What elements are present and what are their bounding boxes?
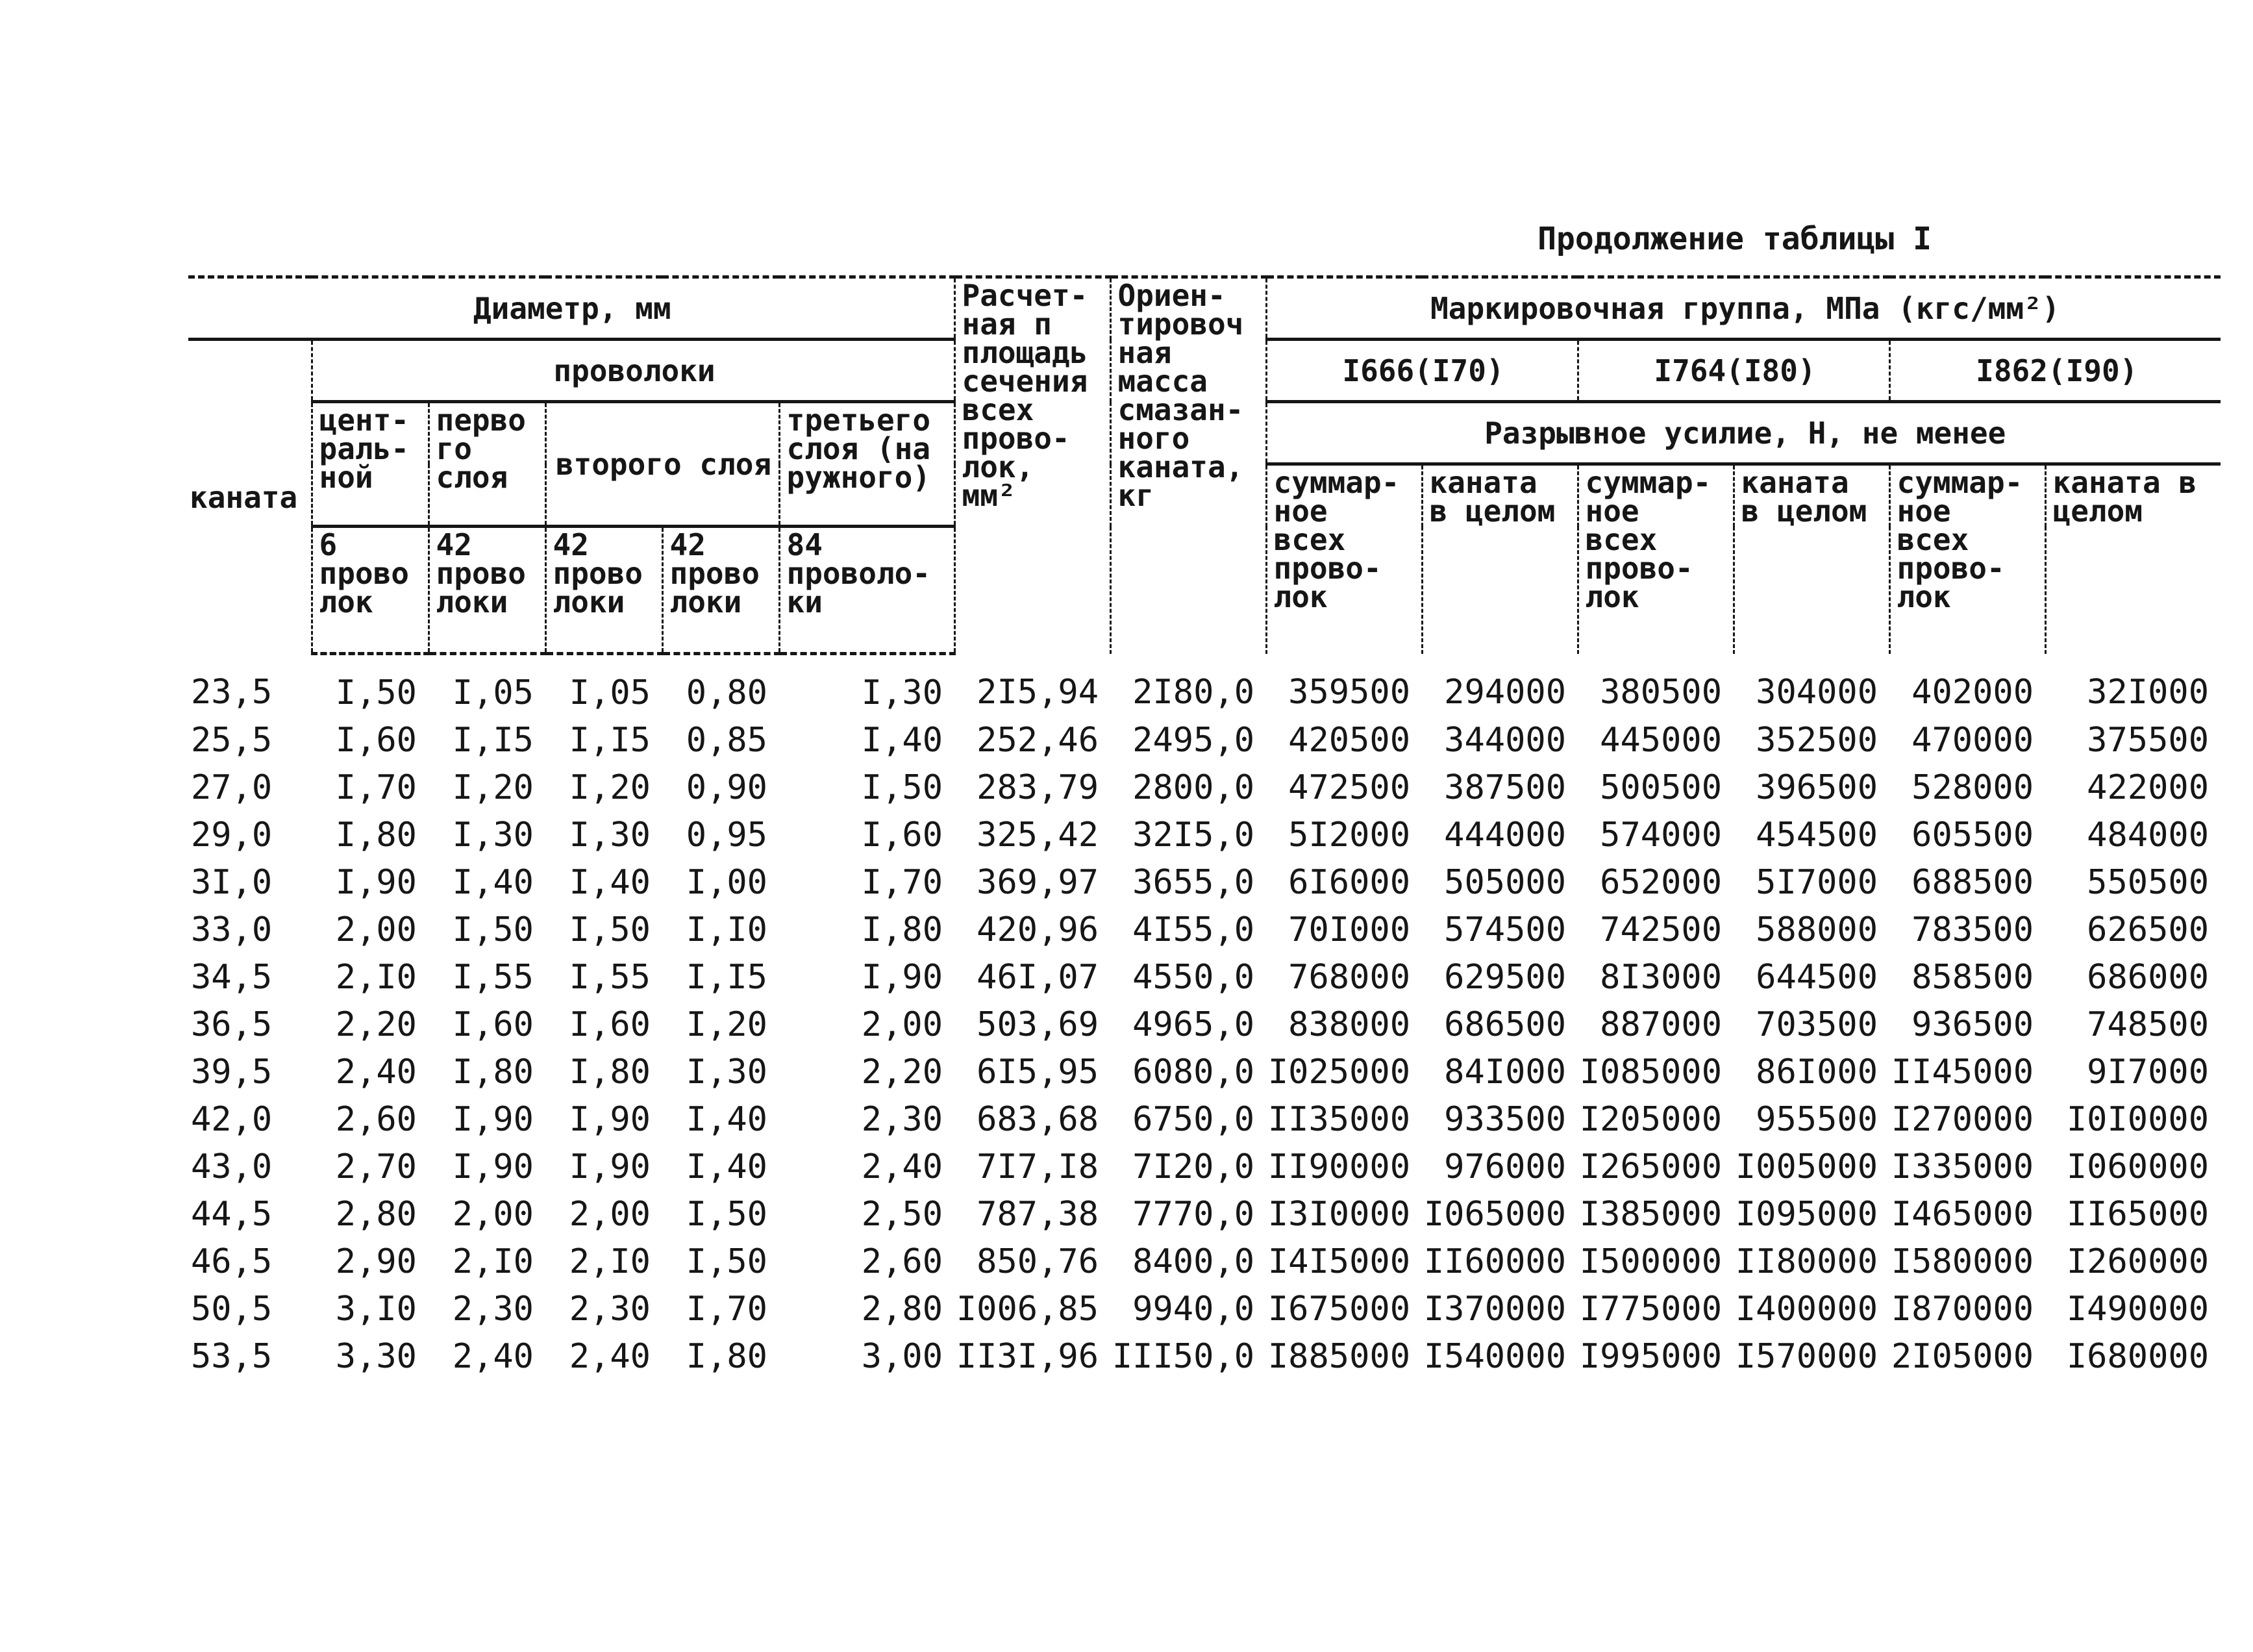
table-cell: I,40 xyxy=(861,721,943,760)
table-cell: 46I,07 xyxy=(977,958,1099,997)
table-cell: 850,76 xyxy=(977,1242,1099,1281)
table-cell: 369,97 xyxy=(977,863,1099,902)
table-cell: 2,20 xyxy=(335,1005,417,1044)
table-cell: I,40 xyxy=(686,1147,767,1186)
table-cell: 375500 xyxy=(2087,721,2209,760)
table-caption: Продолжение таблицы I xyxy=(1537,221,1932,257)
table-cell: I4I5000 xyxy=(1267,1242,1411,1281)
table-row xyxy=(188,859,2221,907)
table-cell: 838000 xyxy=(1288,1005,1411,1044)
table-cell: II90000 xyxy=(1267,1147,1411,1186)
grade-group-header: Маркировочная группа, МПа (кгс/мм²) xyxy=(1266,277,2221,340)
table-cell: 783500 xyxy=(1911,910,2034,949)
table-row xyxy=(188,1238,2221,1286)
table-cell: I490000 xyxy=(2066,1290,2209,1329)
table-cell: 8400,0 xyxy=(1132,1242,1255,1281)
grade-1-header: I666(I70) xyxy=(1266,340,1578,402)
table-cell: 629500 xyxy=(1444,958,1567,997)
table-cell: 27,0 xyxy=(191,768,273,807)
table-cell: 70I000 xyxy=(1288,910,1411,949)
table-row xyxy=(188,954,2221,1001)
table-cell: I,90 xyxy=(452,1147,534,1186)
table-cell: 2,00 xyxy=(335,910,417,949)
table-cell: 2,80 xyxy=(335,1195,417,1234)
table-cell: 2,30 xyxy=(861,1100,943,1139)
table-cell: I,20 xyxy=(569,768,651,807)
table-cell: 2,80 xyxy=(861,1290,943,1329)
table-cell: 2I5,94 xyxy=(977,672,1099,712)
rope-diameter-header: каната xyxy=(188,340,312,654)
table-cell: I,I5 xyxy=(452,721,534,760)
table-cell: 9940,0 xyxy=(1132,1290,1255,1329)
table-cell: 420,96 xyxy=(977,910,1099,949)
table-cell: I,05 xyxy=(452,673,534,712)
table-cell: 29,0 xyxy=(191,816,273,855)
table-cell: I060000 xyxy=(2066,1147,2209,1186)
table-cell: 7I20,0 xyxy=(1132,1147,1255,1186)
table-cell: 588000 xyxy=(1756,910,1878,949)
table-cell: 359500 xyxy=(1288,672,1411,712)
table-cell: 955500 xyxy=(1756,1100,1878,1139)
table-cell: 387500 xyxy=(1444,768,1567,807)
table-cell: 976000 xyxy=(1444,1147,1567,1186)
table-cell: I,20 xyxy=(452,768,534,807)
table-cell: I,60 xyxy=(452,1005,534,1044)
table-cell: I,70 xyxy=(686,1290,767,1329)
table-cell: 6080,0 xyxy=(1132,1053,1255,1092)
table-row xyxy=(188,1286,2221,1333)
table-cell: 2I05000 xyxy=(1891,1337,2034,1376)
table-cell: 472500 xyxy=(1288,768,1411,807)
table-cell: 6750,0 xyxy=(1132,1100,1255,1139)
table-cell: I870000 xyxy=(1891,1290,2034,1329)
table-cell: 500500 xyxy=(1600,768,1723,807)
central-count-header: 6 прово лок xyxy=(312,527,429,654)
table-cell: I,80 xyxy=(569,1053,651,1092)
table-cell: 887000 xyxy=(1600,1005,1723,1044)
table-cell: 858500 xyxy=(1911,958,2034,997)
table-cell: I,50 xyxy=(452,910,534,949)
table-cell: 2,70 xyxy=(335,1147,417,1186)
table-cell: I,30 xyxy=(452,816,534,855)
table-cell: 0,85 xyxy=(686,721,767,760)
table-cell: 626500 xyxy=(2087,910,2209,949)
table-row xyxy=(188,1191,2221,1238)
table-cell: I,80 xyxy=(335,816,417,855)
table-cell: I540000 xyxy=(1423,1337,1567,1376)
table-cell: 787,38 xyxy=(977,1195,1099,1234)
table-cell: I3I0000 xyxy=(1267,1195,1411,1234)
table-cell: I0I0000 xyxy=(2066,1100,2209,1139)
table-row xyxy=(188,717,2221,764)
table-cell: 3,I0 xyxy=(335,1290,417,1329)
table-cell: 3,30 xyxy=(335,1337,417,1376)
table-cell: 32I000 xyxy=(2087,672,2209,712)
table-row xyxy=(188,654,2221,718)
table-cell: 528000 xyxy=(1911,768,2034,807)
table-cell: 2,I0 xyxy=(335,958,417,997)
table-cell: I,30 xyxy=(686,1053,767,1092)
table-cell: 325,42 xyxy=(977,816,1099,855)
table-cell: I570000 xyxy=(1735,1337,1878,1376)
table-cell: 4I55,0 xyxy=(1132,910,1255,949)
table-cell: 2800,0 xyxy=(1132,768,1255,807)
table-cell: 2,30 xyxy=(569,1290,651,1329)
table-cell: 2,00 xyxy=(861,1005,943,1044)
table-cell: I,50 xyxy=(569,910,651,949)
table-cell: I465000 xyxy=(1891,1195,2034,1234)
table-cell: I,60 xyxy=(569,1005,651,1044)
table-cell: 7770,0 xyxy=(1132,1195,1255,1234)
table-cell: II3I,96 xyxy=(956,1337,1099,1376)
table-cell: 422000 xyxy=(2087,768,2209,807)
table-cell: 748500 xyxy=(2087,1005,2209,1044)
table-cell: I095000 xyxy=(1735,1195,1878,1234)
table-cell: I005000 xyxy=(1735,1147,1878,1186)
first-count-header: 42 прово локи xyxy=(429,527,545,654)
table-cell: I885000 xyxy=(1267,1337,1411,1376)
table-cell: 3655,0 xyxy=(1132,863,1255,902)
table-cell: I,50 xyxy=(335,673,417,712)
table-cell: 44,5 xyxy=(191,1195,273,1234)
table-cell: 933500 xyxy=(1444,1100,1567,1139)
table-cell: 2,40 xyxy=(452,1337,534,1376)
table-cell: I,40 xyxy=(452,863,534,902)
table-cell: 42,0 xyxy=(191,1100,273,1139)
table-cell: 686500 xyxy=(1444,1005,1567,1044)
table-cell: 470000 xyxy=(1911,721,2034,760)
table-cell: 574500 xyxy=(1444,910,1567,949)
table-cell: I,80 xyxy=(861,910,943,949)
table-cell: 2,I0 xyxy=(569,1242,651,1281)
table-cell: 2,I0 xyxy=(452,1242,534,1281)
table-cell: 2,00 xyxy=(452,1195,534,1234)
table-cell: 686000 xyxy=(2087,958,2209,997)
table-cell: I,55 xyxy=(569,958,651,997)
table-cell: 4550,0 xyxy=(1132,958,1255,997)
third-count-header: 84 проволо-ки xyxy=(779,527,954,654)
table-cell: I,40 xyxy=(686,1100,767,1139)
table-row xyxy=(188,1333,2221,1381)
central-wire-header: цент-раль-ной xyxy=(312,402,429,527)
table-cell: II45000 xyxy=(1891,1053,2034,1092)
table-cell: I580000 xyxy=(1891,1242,2034,1281)
table-cell: 2495,0 xyxy=(1132,721,1255,760)
table-cell: 252,46 xyxy=(977,721,1099,760)
table-cell: I400000 xyxy=(1735,1290,1878,1329)
table-cell: I,40 xyxy=(569,863,651,902)
table-cell: 605500 xyxy=(1911,816,2034,855)
table-cell: 396500 xyxy=(1756,768,1878,807)
grade-3-rope-header: каната в целом xyxy=(2045,464,2221,654)
table-cell: 652000 xyxy=(1600,863,1723,902)
table-cell: 39,5 xyxy=(191,1053,273,1092)
table-row xyxy=(188,812,2221,859)
table-header xyxy=(188,277,2221,654)
table-row xyxy=(188,1144,2221,1191)
table-cell: 2,90 xyxy=(335,1242,417,1281)
table-cell: 402000 xyxy=(1911,672,2034,712)
table-cell: 6I5,95 xyxy=(977,1053,1099,1092)
table-cell: III50,0 xyxy=(1112,1337,1255,1376)
table-cell: I,90 xyxy=(335,863,417,902)
table-cell: I675000 xyxy=(1267,1290,1411,1329)
table-cell: I,70 xyxy=(861,863,943,902)
table-cell: 550500 xyxy=(2087,863,2209,902)
second-layer-header: второго слоя xyxy=(545,402,779,527)
table-cell: 34,5 xyxy=(191,958,273,997)
grade-2-header: I764(I80) xyxy=(1578,340,1889,402)
table-cell: 304000 xyxy=(1756,672,1878,712)
table-cell: I205000 xyxy=(1579,1100,1723,1139)
table-cell: 644500 xyxy=(1756,958,1878,997)
table-cell: I,I0 xyxy=(686,910,767,949)
table-cell: 2,60 xyxy=(335,1100,417,1139)
table-cell: 503,69 xyxy=(977,1005,1099,1044)
table-cell: 2,40 xyxy=(569,1337,651,1376)
table-cell: 9I7000 xyxy=(2087,1053,2209,1092)
table-cell: 6I6000 xyxy=(1288,863,1411,902)
table-cell: 7I7,I8 xyxy=(977,1147,1099,1186)
table-cell: II60000 xyxy=(1423,1242,1567,1281)
wires-group-header: проволоки xyxy=(312,340,954,402)
table-cell: 505000 xyxy=(1444,863,1567,902)
table-cell: 23,5 xyxy=(191,672,273,712)
table-cell: I270000 xyxy=(1891,1100,2034,1139)
table-cell: I,55 xyxy=(452,958,534,997)
table-cell: 484000 xyxy=(2087,816,2209,855)
table-cell: I,90 xyxy=(569,1100,651,1139)
table-cell: 46,5 xyxy=(191,1242,273,1281)
table-row xyxy=(188,1001,2221,1049)
grade-3-header: I862(I90) xyxy=(1889,340,2221,402)
first-layer-header: перво го слоя xyxy=(429,402,545,527)
table-cell: I,60 xyxy=(861,816,943,855)
table-cell: 8I3000 xyxy=(1600,958,1723,997)
table-cell: 4965,0 xyxy=(1132,1005,1255,1044)
table-cell: 2,60 xyxy=(861,1242,943,1281)
table-cell: I,30 xyxy=(861,673,943,712)
table-cell: 444000 xyxy=(1444,816,1567,855)
table-cell: I370000 xyxy=(1423,1290,1567,1329)
grade-1-sum-header: суммар-ное всех прово-лок xyxy=(1266,464,1422,654)
wire-rope-table xyxy=(188,275,2221,1381)
table-cell: II35000 xyxy=(1267,1100,1411,1139)
table-cell: 574000 xyxy=(1600,816,1723,855)
table-cell: 683,68 xyxy=(977,1100,1099,1139)
table-cell: I,80 xyxy=(452,1053,534,1092)
grade-3-sum-header: суммар-ное всех прово-лок xyxy=(1889,464,2045,654)
table-cell: I,90 xyxy=(569,1147,651,1186)
table-row xyxy=(188,764,2221,812)
table-cell: 2,40 xyxy=(861,1147,943,1186)
table-cell: 25,5 xyxy=(191,721,273,760)
table-cell: 703500 xyxy=(1756,1005,1878,1044)
grade-1-rope-header: каната в целом xyxy=(1422,464,1578,654)
table-cell: 0,95 xyxy=(686,816,767,855)
diameter-group-header: Диаметр, мм xyxy=(188,277,954,340)
area-header: Расчет-ная п площадь сечения всех прово-лок, мм² xyxy=(954,277,1110,654)
table-cell: I,50 xyxy=(686,1242,767,1281)
table-cell: 32I5,0 xyxy=(1132,816,1255,855)
table-cell: 2,50 xyxy=(861,1195,943,1234)
table-cell: I265000 xyxy=(1579,1147,1723,1186)
mass-header: Ориен-тировоч ная масса смазан-ного каната, кг xyxy=(1110,277,1266,654)
table-cell: I260000 xyxy=(2066,1242,2209,1281)
table-cell: I500000 xyxy=(1579,1242,1723,1281)
table-cell: I085000 xyxy=(1579,1053,1723,1092)
table-cell: 936500 xyxy=(1911,1005,2034,1044)
table-cell: 344000 xyxy=(1444,721,1567,760)
grade-2-rope-header: каната в целом xyxy=(1734,464,1889,654)
table-cell: I775000 xyxy=(1579,1290,1723,1329)
table-cell: 0,90 xyxy=(686,768,767,807)
table-cell: I,50 xyxy=(686,1195,767,1234)
table-cell: 742500 xyxy=(1600,910,1723,949)
table-row xyxy=(188,1096,2221,1144)
table-cell: I,05 xyxy=(569,673,651,712)
table-cell: 3,00 xyxy=(861,1337,943,1376)
table-cell: II65000 xyxy=(2066,1195,2209,1234)
table-cell: 445000 xyxy=(1600,721,1723,760)
third-layer-header: третьего слоя (на ружного) xyxy=(779,402,954,527)
table-cell: 0,80 xyxy=(686,673,767,712)
table-cell: 283,79 xyxy=(977,768,1099,807)
table-cell: 2I80,0 xyxy=(1132,672,1255,712)
table-cell: I385000 xyxy=(1579,1195,1723,1234)
table-cell: I,00 xyxy=(686,863,767,902)
table-cell: 43,0 xyxy=(191,1147,273,1186)
table-cell: I680000 xyxy=(2066,1337,2209,1376)
table-cell: I,I5 xyxy=(686,958,767,997)
table-cell: I025000 xyxy=(1267,1053,1411,1092)
table-cell: 2,00 xyxy=(569,1195,651,1234)
table-cell: 768000 xyxy=(1288,958,1411,997)
breaking-force-header: Разрывное усилие, Н, не менее xyxy=(1266,402,2221,464)
table-cell: I,90 xyxy=(452,1100,534,1139)
table-body xyxy=(188,654,2221,1381)
table-cell: 688500 xyxy=(1911,863,2034,902)
table-row xyxy=(188,1049,2221,1096)
table-cell: 352500 xyxy=(1756,721,1878,760)
table-cell: 454500 xyxy=(1756,816,1878,855)
table-cell: I,90 xyxy=(861,958,943,997)
table-cell: 33,0 xyxy=(191,910,273,949)
table-cell: I,70 xyxy=(335,768,417,807)
table-cell: I335000 xyxy=(1891,1147,2034,1186)
table-cell: 294000 xyxy=(1444,672,1567,712)
second-count-b-header: 42 прово локи xyxy=(662,527,779,654)
second-count-a-header: 42 прово локи xyxy=(545,527,662,654)
table-cell: I,50 xyxy=(861,768,943,807)
table-cell: 2,20 xyxy=(861,1053,943,1092)
table-cell: I,80 xyxy=(686,1337,767,1376)
table-cell: I,30 xyxy=(569,816,651,855)
table-cell: II80000 xyxy=(1735,1242,1878,1281)
table-cell: 2,30 xyxy=(452,1290,534,1329)
table-cell: 5I2000 xyxy=(1288,816,1411,855)
table-cell: I006,85 xyxy=(956,1290,1099,1329)
table-cell: 5I7000 xyxy=(1756,863,1878,902)
table-cell: 380500 xyxy=(1600,672,1723,712)
grade-2-sum-header: суммар-ное всех прово-лок xyxy=(1578,464,1734,654)
table-cell: I,20 xyxy=(686,1005,767,1044)
table-cell: I,60 xyxy=(335,721,417,760)
table-cell: 36,5 xyxy=(191,1005,273,1044)
table-cell: 53,5 xyxy=(191,1337,273,1376)
table-cell: 50,5 xyxy=(191,1290,273,1329)
table-cell: 86I000 xyxy=(1756,1053,1878,1092)
table-row xyxy=(188,907,2221,954)
table-cell: 2,40 xyxy=(335,1053,417,1092)
table-cell: I,I5 xyxy=(569,721,651,760)
table-cell: 84I000 xyxy=(1444,1053,1567,1092)
table-cell: I065000 xyxy=(1423,1195,1567,1234)
table-cell: 420500 xyxy=(1288,721,1411,760)
table-cell: I995000 xyxy=(1579,1337,1723,1376)
table-cell: 3I,0 xyxy=(191,863,273,902)
